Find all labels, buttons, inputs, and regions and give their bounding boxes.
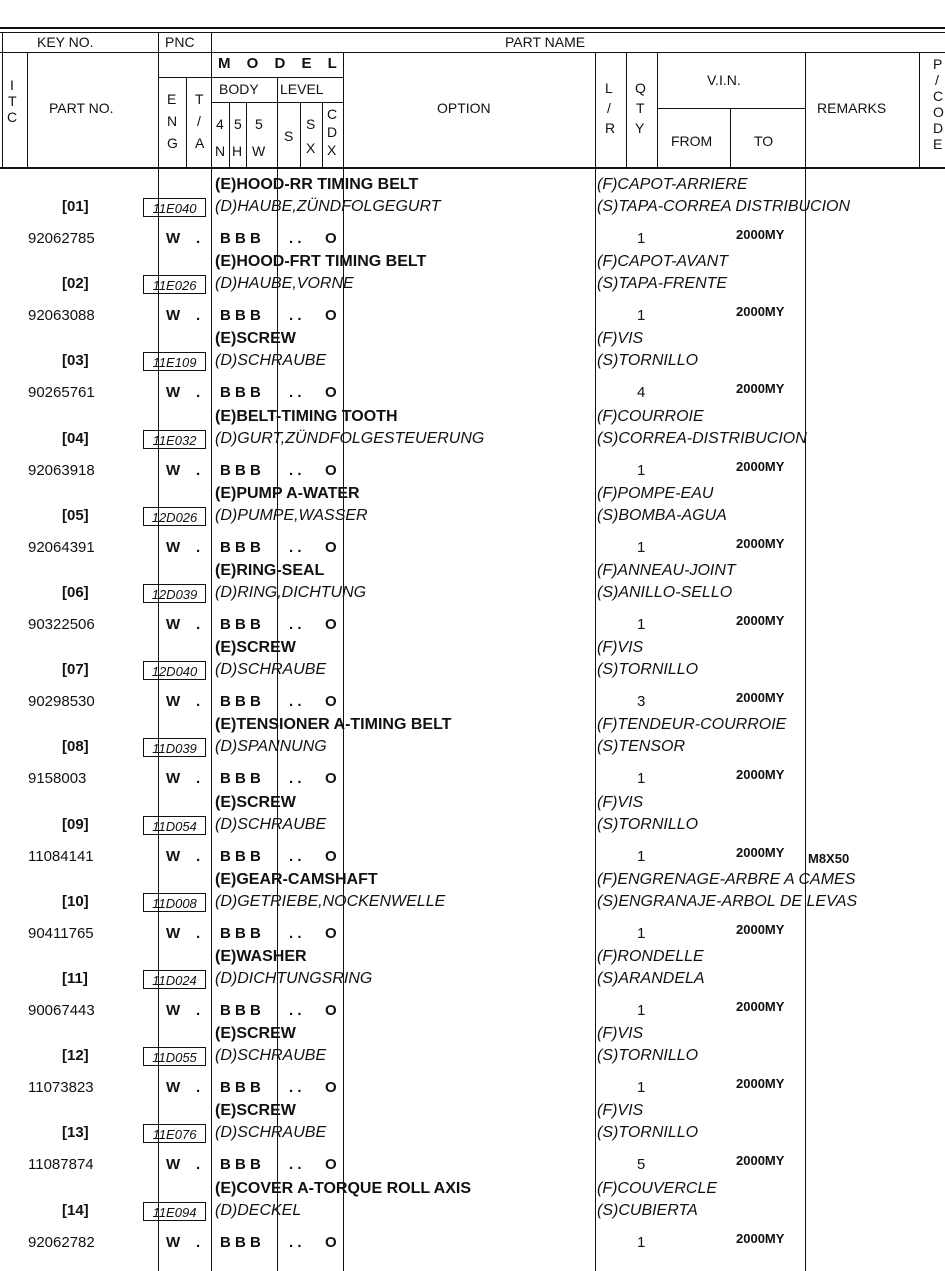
german-name: (D)DICHTUNGSRING xyxy=(215,970,373,987)
body-codes: B B B xyxy=(220,1079,261,1096)
key-number: [01] xyxy=(62,198,89,215)
part-number: 90322506 xyxy=(28,616,95,633)
eng-code: W xyxy=(166,462,181,479)
level-codes: . . xyxy=(289,384,302,401)
english-name: (E)SCREW xyxy=(215,794,296,811)
body-col-divider-2 xyxy=(246,102,247,168)
spanish-name: (S)TORNILLO xyxy=(597,1047,699,1064)
spanish-name: (S)CUBIERTA xyxy=(597,1202,698,1219)
qty-y: Y xyxy=(635,120,645,136)
level-codes: . . xyxy=(289,1156,302,1173)
quantity: 4 xyxy=(637,384,646,401)
quantity: 1 xyxy=(637,1234,646,1251)
level-codes: . . xyxy=(289,230,302,247)
key-number: [05] xyxy=(62,507,89,524)
body-level-divider xyxy=(277,77,278,168)
spanish-name: (S)ENGRANAJE-ARBOL DE LEVAS xyxy=(597,893,858,910)
pnc-code-box: 11D039 xyxy=(143,738,206,757)
quantity: 1 xyxy=(637,770,646,787)
vin-from-header: FROM xyxy=(671,133,713,149)
pnc-code-box: 12D040 xyxy=(143,661,206,680)
part-number: 90298530 xyxy=(28,693,95,710)
level-codes: . . xyxy=(289,462,302,479)
ta-code: . xyxy=(196,693,201,710)
body-codes: B B B xyxy=(220,307,261,324)
pnc-code-box: 11E032 xyxy=(143,430,206,449)
ta-code: . xyxy=(196,1002,201,1019)
part-number: 92063918 xyxy=(28,462,95,479)
eng-code: W xyxy=(166,307,181,324)
eng-code: W xyxy=(166,925,181,942)
ta-code: . xyxy=(196,230,201,247)
english-name: (E)HOOD-RR TIMING BELT xyxy=(215,176,419,193)
quantity: 1 xyxy=(637,307,646,324)
german-name: (D)SCHRAUBE xyxy=(215,1124,327,1141)
pcode-e: E xyxy=(933,136,943,152)
level-codes: . . xyxy=(289,848,302,865)
german-name: (D)PUMPE,WASSER xyxy=(215,507,368,524)
vin-from: 2000MY xyxy=(736,690,785,705)
level-cdx-c: C xyxy=(327,106,338,122)
spanish-name: (S)TAPA-CORREA DISTRIBUCION xyxy=(597,198,851,215)
cdx-code: O xyxy=(325,230,337,247)
spanish-name: (S)BOMBA-AGUA xyxy=(597,507,727,524)
part-number: 11073823 xyxy=(28,1079,94,1096)
german-name: (D)RING,DICHTUNG xyxy=(215,584,367,601)
eng-code: W xyxy=(166,848,181,865)
body-5a: 5 xyxy=(234,116,242,132)
cdx-code: O xyxy=(325,770,337,787)
body-header: BODY xyxy=(219,81,259,97)
spanish-name: (S)ARANDELA xyxy=(597,970,705,987)
spanish-name: (S)CORREA-DISTRIBUCION xyxy=(597,430,807,447)
level-col-divider-2 xyxy=(322,102,323,168)
eng-code: W xyxy=(166,1156,181,1173)
cdx-code: O xyxy=(325,1156,337,1173)
eng-divider xyxy=(186,77,187,168)
model-option-divider xyxy=(343,52,344,168)
french-name: (F)VIS xyxy=(597,639,644,656)
body-5b: 5 xyxy=(255,116,263,132)
remarks-value: M8X50 xyxy=(808,851,850,866)
spanish-name: (S)TORNILLO xyxy=(597,1124,699,1141)
cdx-code: O xyxy=(325,462,337,479)
level-col-divider-1 xyxy=(300,102,301,168)
pcode-d: D xyxy=(933,120,944,136)
vin-from: 2000MY xyxy=(736,1076,785,1091)
vin-from: 2000MY xyxy=(736,227,785,242)
eng-code: W xyxy=(166,616,181,633)
english-name: (E)WASHER xyxy=(215,948,307,965)
key-number: [10] xyxy=(62,893,89,910)
french-name: (F)VIS xyxy=(597,1025,644,1042)
body-codes: B B B xyxy=(220,230,261,247)
vin-from: 2000MY xyxy=(736,767,785,782)
itc-i: I xyxy=(10,77,14,93)
part-number: 92064391 xyxy=(28,539,95,556)
level-sx-s: S xyxy=(306,116,316,132)
pcode-o: O xyxy=(933,104,944,120)
option-lr-divider xyxy=(595,52,596,168)
level-sx-x: X xyxy=(306,140,316,156)
cdx-code: O xyxy=(325,693,337,710)
body-codes: B B B xyxy=(220,539,261,556)
ta-code: . xyxy=(196,1234,201,1251)
cdx-code: O xyxy=(325,616,337,633)
key-number: [02] xyxy=(62,275,89,292)
ta-code: . xyxy=(196,384,201,401)
german-name: (D)SCHRAUBE xyxy=(215,661,327,678)
vin-header: V.I.N. xyxy=(707,72,741,88)
pnc-code-box: 12D039 xyxy=(143,584,206,603)
vin-from: 2000MY xyxy=(736,381,785,396)
pnc-header: PNC xyxy=(165,34,195,50)
header-bottom-border xyxy=(0,167,945,169)
left-border xyxy=(2,32,3,168)
quantity: 1 xyxy=(637,925,646,942)
key-number: [03] xyxy=(62,352,89,369)
english-name: (E)HOOD-FRT TIMING BELT xyxy=(215,253,427,270)
english-name: (E)SCREW xyxy=(215,330,296,347)
ta-code: . xyxy=(196,848,201,865)
key-number: [14] xyxy=(62,1202,89,1219)
part-number: 90411765 xyxy=(28,925,94,942)
spanish-name: (S)TENSOR xyxy=(597,738,685,755)
pnc-divider xyxy=(211,32,212,168)
pnc-code-box: 11E094 xyxy=(143,1202,206,1221)
part-number: 92062782 xyxy=(28,1234,95,1251)
french-name: (F)CAPOT-ARRIERE xyxy=(597,176,748,193)
level-codes: . . xyxy=(289,1002,302,1019)
eng-code: W xyxy=(166,1002,181,1019)
part-number: 90265761 xyxy=(28,384,95,401)
ta-slash: / xyxy=(197,113,201,129)
part-number: 11087874 xyxy=(28,1156,94,1173)
pnc-code-box: 11E076 xyxy=(143,1124,206,1143)
french-name: (F)COUVERCLE xyxy=(597,1180,718,1197)
pnc-code-box: 11E026 xyxy=(143,275,206,294)
partno-divider xyxy=(158,32,159,168)
level-header: LEVEL xyxy=(280,81,324,97)
spanish-name: (S)ANILLO-SELLO xyxy=(597,584,733,601)
key-number: [09] xyxy=(62,816,89,833)
french-name: (F)POMPE-EAU xyxy=(597,485,714,502)
vin-from: 2000MY xyxy=(736,1153,785,1168)
spanish-name: (S)TORNILLO xyxy=(597,816,699,833)
level-s: S xyxy=(284,128,294,144)
pcode-slash: / xyxy=(935,72,939,88)
body-codes: B B B xyxy=(220,462,261,479)
eng-code: W xyxy=(166,384,181,401)
cdx-code: O xyxy=(325,1002,337,1019)
english-name: (E)TENSIONER A-TIMING BELT xyxy=(215,716,452,733)
lr-r: R xyxy=(605,120,616,136)
body-codes: B B B xyxy=(220,925,261,942)
level-codes: . . xyxy=(289,770,302,787)
german-name: (D)HAUBE,VORNE xyxy=(215,275,354,292)
qty-t: T xyxy=(636,100,645,116)
body-divider-option xyxy=(595,168,596,1271)
french-name: (F)ENGRENAGE-ARBRE A CAMES xyxy=(597,871,856,888)
part-number: 90067443 xyxy=(28,1002,95,1019)
eng-n: N xyxy=(167,113,178,129)
german-name: (D)SCHRAUBE xyxy=(215,816,327,833)
german-name: (D)GETRIEBE,NOCKENWELLE xyxy=(215,893,446,910)
ta-code: . xyxy=(196,1156,201,1173)
part-number: 9158003 xyxy=(28,770,87,787)
cdx-code: O xyxy=(325,307,337,324)
lr-slash: / xyxy=(607,100,611,116)
quantity: 1 xyxy=(637,1079,646,1096)
quantity: 1 xyxy=(637,539,646,556)
french-name: (F)VIS xyxy=(597,1102,644,1119)
german-name: (D)SCHRAUBE xyxy=(215,1047,327,1064)
body-n: N xyxy=(215,143,226,159)
french-name: (F)ANNEAU-JOINT xyxy=(597,562,736,579)
ta-code: . xyxy=(196,307,201,324)
cdx-code: O xyxy=(325,384,337,401)
key-number: [13] xyxy=(62,1124,89,1141)
body-col-divider-1 xyxy=(229,102,230,168)
part-number: 11084141 xyxy=(28,848,94,865)
french-name: (F)COURROIE xyxy=(597,408,704,425)
remarks-header: REMARKS xyxy=(817,100,887,116)
body-codes: B B B xyxy=(220,693,261,710)
body-divider-vin xyxy=(805,168,806,1271)
eng-code: W xyxy=(166,1079,181,1096)
body-codes: B B B xyxy=(220,848,261,865)
part-number: 92063088 xyxy=(28,307,95,324)
english-name: (E)GEAR-CAMSHAFT xyxy=(215,871,378,888)
french-name: (F)VIS xyxy=(597,794,644,811)
french-name: (F)VIS xyxy=(597,330,644,347)
quantity: 1 xyxy=(637,848,646,865)
key-number: [08] xyxy=(62,738,89,755)
qty-vin-divider xyxy=(657,52,658,168)
itc-c: C xyxy=(7,109,18,125)
qty-q: Q xyxy=(635,80,646,96)
vin-from: 2000MY xyxy=(736,304,785,319)
key-number: [06] xyxy=(62,584,89,601)
ta-code: . xyxy=(196,539,201,556)
vin-from: 2000MY xyxy=(736,536,785,551)
german-name: (D)GURT,ZÜNDFOLGESTEUERUNG xyxy=(215,430,485,447)
spanish-name: (S)TAPA-FRENTE xyxy=(597,275,728,292)
quantity: 1 xyxy=(637,462,646,479)
part-number: 92062785 xyxy=(28,230,95,247)
level-codes: . . xyxy=(289,925,302,942)
pnc-code-box: 11D055 xyxy=(143,1047,206,1066)
body-codes: B B B xyxy=(220,770,261,787)
lr-l: L xyxy=(605,80,613,96)
english-name: (E)PUMP A-WATER xyxy=(215,485,360,502)
cdx-code: O xyxy=(325,848,337,865)
body-h: H xyxy=(232,143,243,159)
eng-code: W xyxy=(166,693,181,710)
english-name: (E)COVER A-TORQUE ROLL AXIS xyxy=(215,1180,472,1197)
key-no-header: KEY NO. xyxy=(37,34,94,50)
from-to-divider xyxy=(730,108,731,168)
header-top-border xyxy=(0,32,945,33)
english-name: (E)SCREW xyxy=(215,639,296,656)
level-codes: . . xyxy=(289,1234,302,1251)
french-name: (F)TENDEUR-COURROIE xyxy=(597,716,787,733)
level-codes: . . xyxy=(289,1079,302,1096)
vin-from: 2000MY xyxy=(736,999,785,1014)
cdx-code: O xyxy=(325,1234,337,1251)
pnc-code-box: 12D026 xyxy=(143,507,206,526)
english-name: (E)BELT-TIMING TOOTH xyxy=(215,408,398,425)
ta-code: . xyxy=(196,1079,201,1096)
german-name: (D)SCHRAUBE xyxy=(215,352,327,369)
pnc-code-box: 11D024 xyxy=(143,970,206,989)
lr-qty-divider xyxy=(626,52,627,168)
vin-remarks-divider xyxy=(805,52,806,168)
level-codes: . . xyxy=(289,539,302,556)
quantity: 1 xyxy=(637,230,646,247)
top-rule xyxy=(0,27,945,29)
model-header: M O D E L xyxy=(218,55,343,72)
vin-from: 2000MY xyxy=(736,1231,785,1246)
quantity: 3 xyxy=(637,693,646,710)
ta-code: . xyxy=(196,925,201,942)
key-number: [11] xyxy=(62,970,88,987)
option-header: OPTION xyxy=(437,100,491,116)
level-cdx-x: X xyxy=(327,142,337,158)
vin-from: 2000MY xyxy=(736,922,785,937)
eng-code: W xyxy=(166,770,181,787)
eng-code: W xyxy=(166,230,181,247)
eng-e: E xyxy=(167,91,177,107)
ta-a: A xyxy=(195,135,205,151)
pcode-p: P xyxy=(933,56,943,72)
body-w: W xyxy=(252,143,266,159)
english-name: (E)SCREW xyxy=(215,1025,296,1042)
quantity: 5 xyxy=(637,1156,646,1173)
pnc-code-box: 11D054 xyxy=(143,816,206,835)
pnc-code-box: 11E040 xyxy=(143,198,206,217)
eng-g: G xyxy=(167,135,178,151)
body-codes: B B B xyxy=(220,384,261,401)
level-codes: . . xyxy=(289,307,302,324)
german-name: (D)HAUBE,ZÜNDFOLGEGURT xyxy=(215,198,441,215)
eng-code: W xyxy=(166,539,181,556)
body-divider-partno xyxy=(158,168,159,1271)
vin-to-header: TO xyxy=(754,133,774,149)
remarks-pcode-divider xyxy=(919,52,920,168)
body-codes: B B B xyxy=(220,616,261,633)
header-row1-border xyxy=(0,52,945,53)
body-codes: B B B xyxy=(220,1156,261,1173)
spanish-name: (S)TORNILLO xyxy=(597,661,699,678)
level-codes: . . xyxy=(289,693,302,710)
german-name: (D)SPANNUNG xyxy=(215,738,327,755)
body-codes: B B B xyxy=(220,1002,261,1019)
ta-t: T xyxy=(195,91,204,107)
pnc-code-box: 11E109 xyxy=(143,352,206,371)
vin-from: 2000MY xyxy=(736,613,785,628)
ta-code: . xyxy=(196,770,201,787)
level-codes: . . xyxy=(289,616,302,633)
cdx-code: O xyxy=(325,925,337,942)
part-name-header: PART NAME xyxy=(505,34,586,50)
french-name: (F)CAPOT-AVANT xyxy=(597,253,728,270)
quantity: 1 xyxy=(637,1002,646,1019)
french-name: (F)RONDELLE xyxy=(597,948,704,965)
pcode-c: C xyxy=(933,88,944,104)
key-number: [12] xyxy=(62,1047,89,1064)
cdx-code: O xyxy=(325,539,337,556)
vin-from: 2000MY xyxy=(736,845,785,860)
english-name: (E)RING-SEAL xyxy=(215,562,325,579)
itc-divider xyxy=(27,52,28,168)
pnc-code-box: 11D008 xyxy=(143,893,206,912)
german-name: (D)DECKEL xyxy=(215,1202,302,1219)
key-number: [04] xyxy=(62,430,89,447)
itc-t: T xyxy=(8,93,17,109)
cdx-code: O xyxy=(325,1079,337,1096)
body-4: 4 xyxy=(216,116,224,132)
quantity: 1 xyxy=(637,616,646,633)
body-codes: B B B xyxy=(220,1234,261,1251)
ta-code: . xyxy=(196,462,201,479)
key-number: [07] xyxy=(62,661,89,678)
level-cdx-d: D xyxy=(327,124,338,140)
part-no-header: PART NO. xyxy=(49,100,114,116)
spanish-name: (S)TORNILLO xyxy=(597,352,699,369)
vin-from: 2000MY xyxy=(736,459,785,474)
vin-row-border xyxy=(657,108,805,109)
ta-code: . xyxy=(196,616,201,633)
body-divider-pnc xyxy=(211,168,212,1271)
eng-code: W xyxy=(166,1234,181,1251)
english-name: (E)SCREW xyxy=(215,1102,296,1119)
